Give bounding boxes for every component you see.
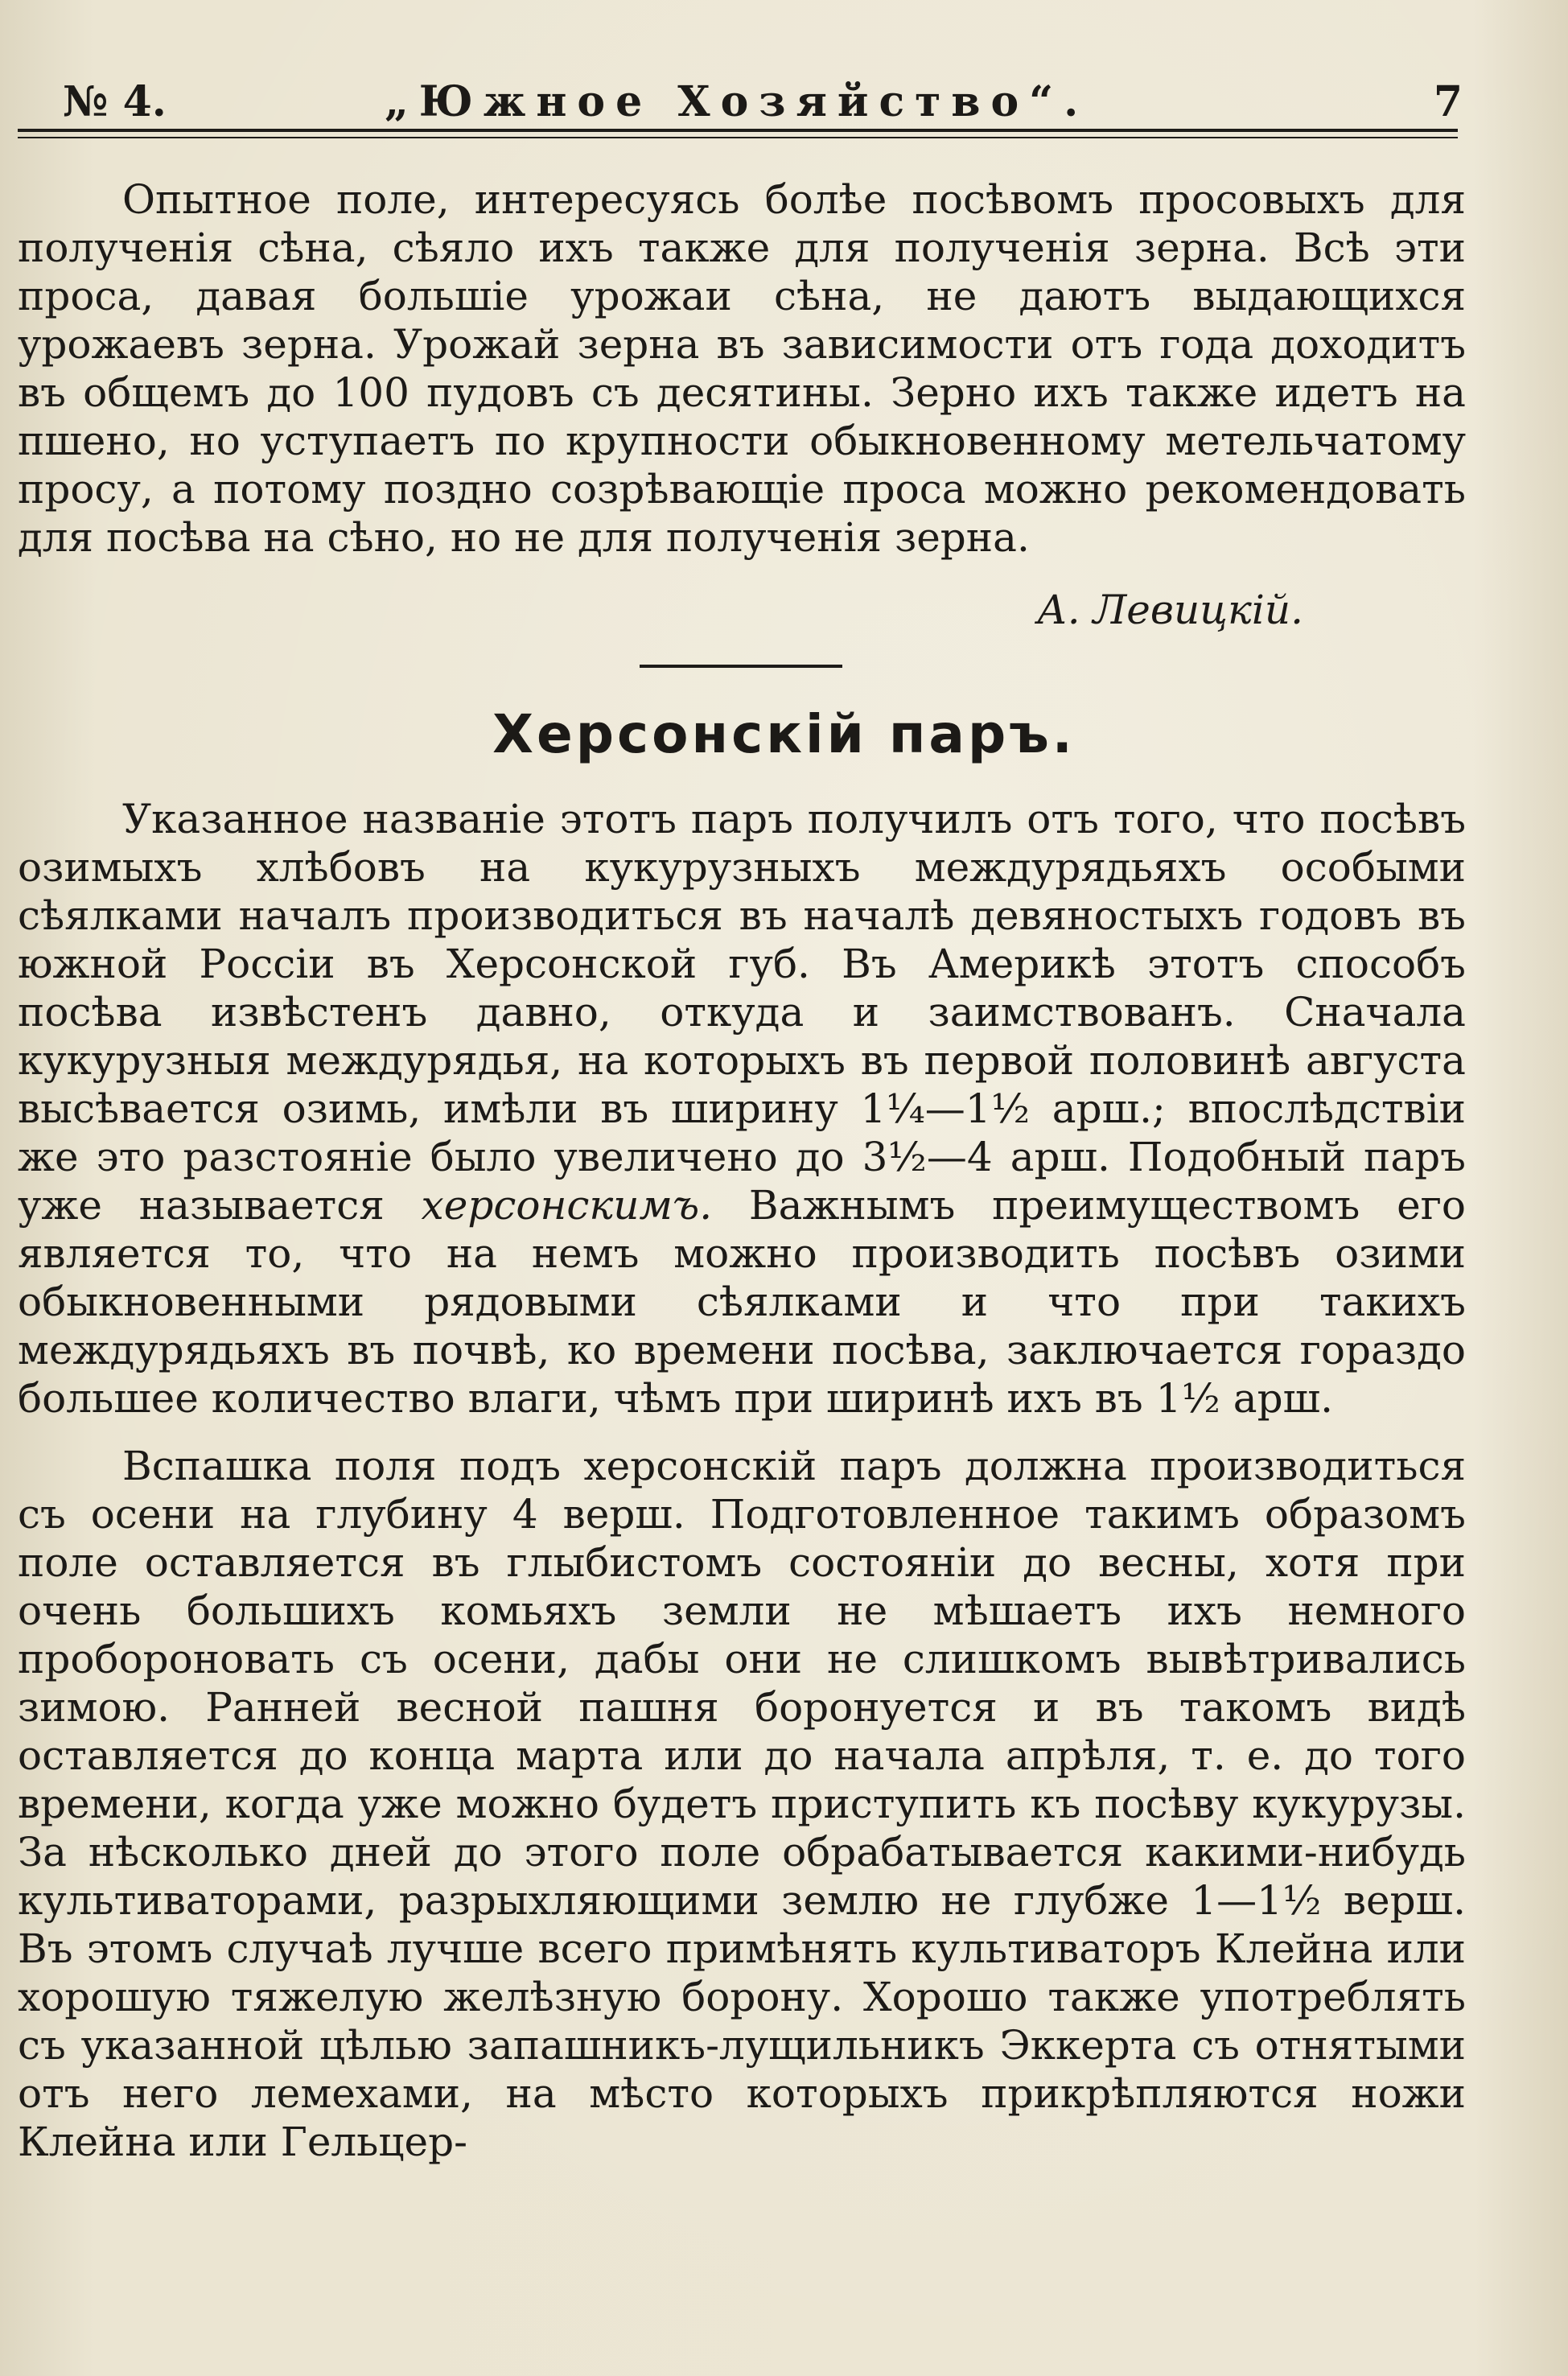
page-number: 7 <box>1433 77 1463 126</box>
header-rule-thick <box>18 129 1458 132</box>
journal-title: „Южное Хозяйство“. <box>385 77 1089 126</box>
article-paragraph-2: Вспашка поля подъ херсонскій паръ должна производиться съ осени на глубину 4 верш. Подготовленное такимъ образомъ поле оставляется въ глыбистомъ состояніи до весны, хотя при очень большихъ комьяхъ земли не мѣшаетъ ихъ немного проборонoвать съ осени, дабы они не слишкомъ вывѣтривались зимою. Ранней весной пашня боронуется и въ такомъ видѣ оставляется до конца марта или до начала апрѣля, т. е. до того времени, когда уже можно будетъ приступить къ посѣву кукурузы. За нѣсколько дней до этого поле обрабатывается какими-нибудь культиваторами, разрыхляющими землю не глубже 1—1½ верш. Въ этомъ случаѣ лучше всего примѣнять культиваторъ Клейна или хорошую тяжелую желѣзную борону. Хорошо также употреблять съ указанной цѣлью запашникъ-лущильникъ Эккерта съ отнятыми отъ него лемехами, на мѣсто которыхъ прикрѣпляются ножи Клейна или Гельцер- <box>18 1443 1466 2165</box>
article-paragraph-1-emphasis: херсонскимъ. <box>421 1182 713 1229</box>
article-text-block-1 <box>18 795 1466 1423</box>
header-rule-thin <box>18 137 1458 138</box>
section-separator <box>640 665 842 668</box>
intro-text-block <box>18 175 1466 562</box>
article-title: Херсонскій паръ. <box>492 703 1076 765</box>
issue-number: № 4. <box>63 77 167 126</box>
intro-paragraph: Опытное поле, интересуясь болѣе посѣвомъ просовыхъ для полученія сѣна, сѣяло ихъ также для полученія зерна. Всѣ эти проса, давая большіе урожаи сѣна, не даютъ выдающихся урожаевъ зерна. Урожай зерна въ зависимости отъ года доходитъ въ общемъ до 100 пудовъ съ десятины. Зерно ихъ также идетъ на пшено, но уступаетъ по крупности обыкновенному метельчатому просу, а потому поздно созрѣвающіе проса можно рекомендовать для посѣва на сѣно, но не для полученія зерна. <box>18 176 1466 561</box>
article-paragraph-1-end: Важнымъ преимуществомъ его является то, что на немъ можно производить посѣвъ озими обыкновенными рядовыми сѣялками и что при такихъ междурядьяхъ въ почвѣ, ко времени посѣва, заключается гораздо большее количество влаги, чѣмъ при ширинѣ ихъ въ 1½ арш. <box>18 1182 1466 1422</box>
page-header <box>63 74 1463 130</box>
author-signature: А. Левицкій. <box>1036 587 1303 633</box>
article-paragraph-1-start: Указанное названіе этотъ паръ получилъ отъ того, что посѣвъ озимыхъ хлѣбовъ на кукурузныхъ междурядьяхъ особыми сѣялками началъ производиться въ началѣ девяностыхъ годовъ въ южной Россіи въ Херсонской губ. Въ Америкѣ этотъ способъ посѣва извѣстенъ давно, откуда и заимствованъ. Сначала кукурузныя междурядья, на которыхъ въ первой половинѣ августа высѣвается озимь, имѣли въ ширину 1¼—1½ арш.; впослѣдствіи же это разстояніе было увеличено до 3½—4 арш. Подобный паръ уже называется <box>18 796 1466 1229</box>
article-text-block-2 <box>18 1442 1466 2166</box>
article-paragraph-1 <box>18 795 1466 1423</box>
